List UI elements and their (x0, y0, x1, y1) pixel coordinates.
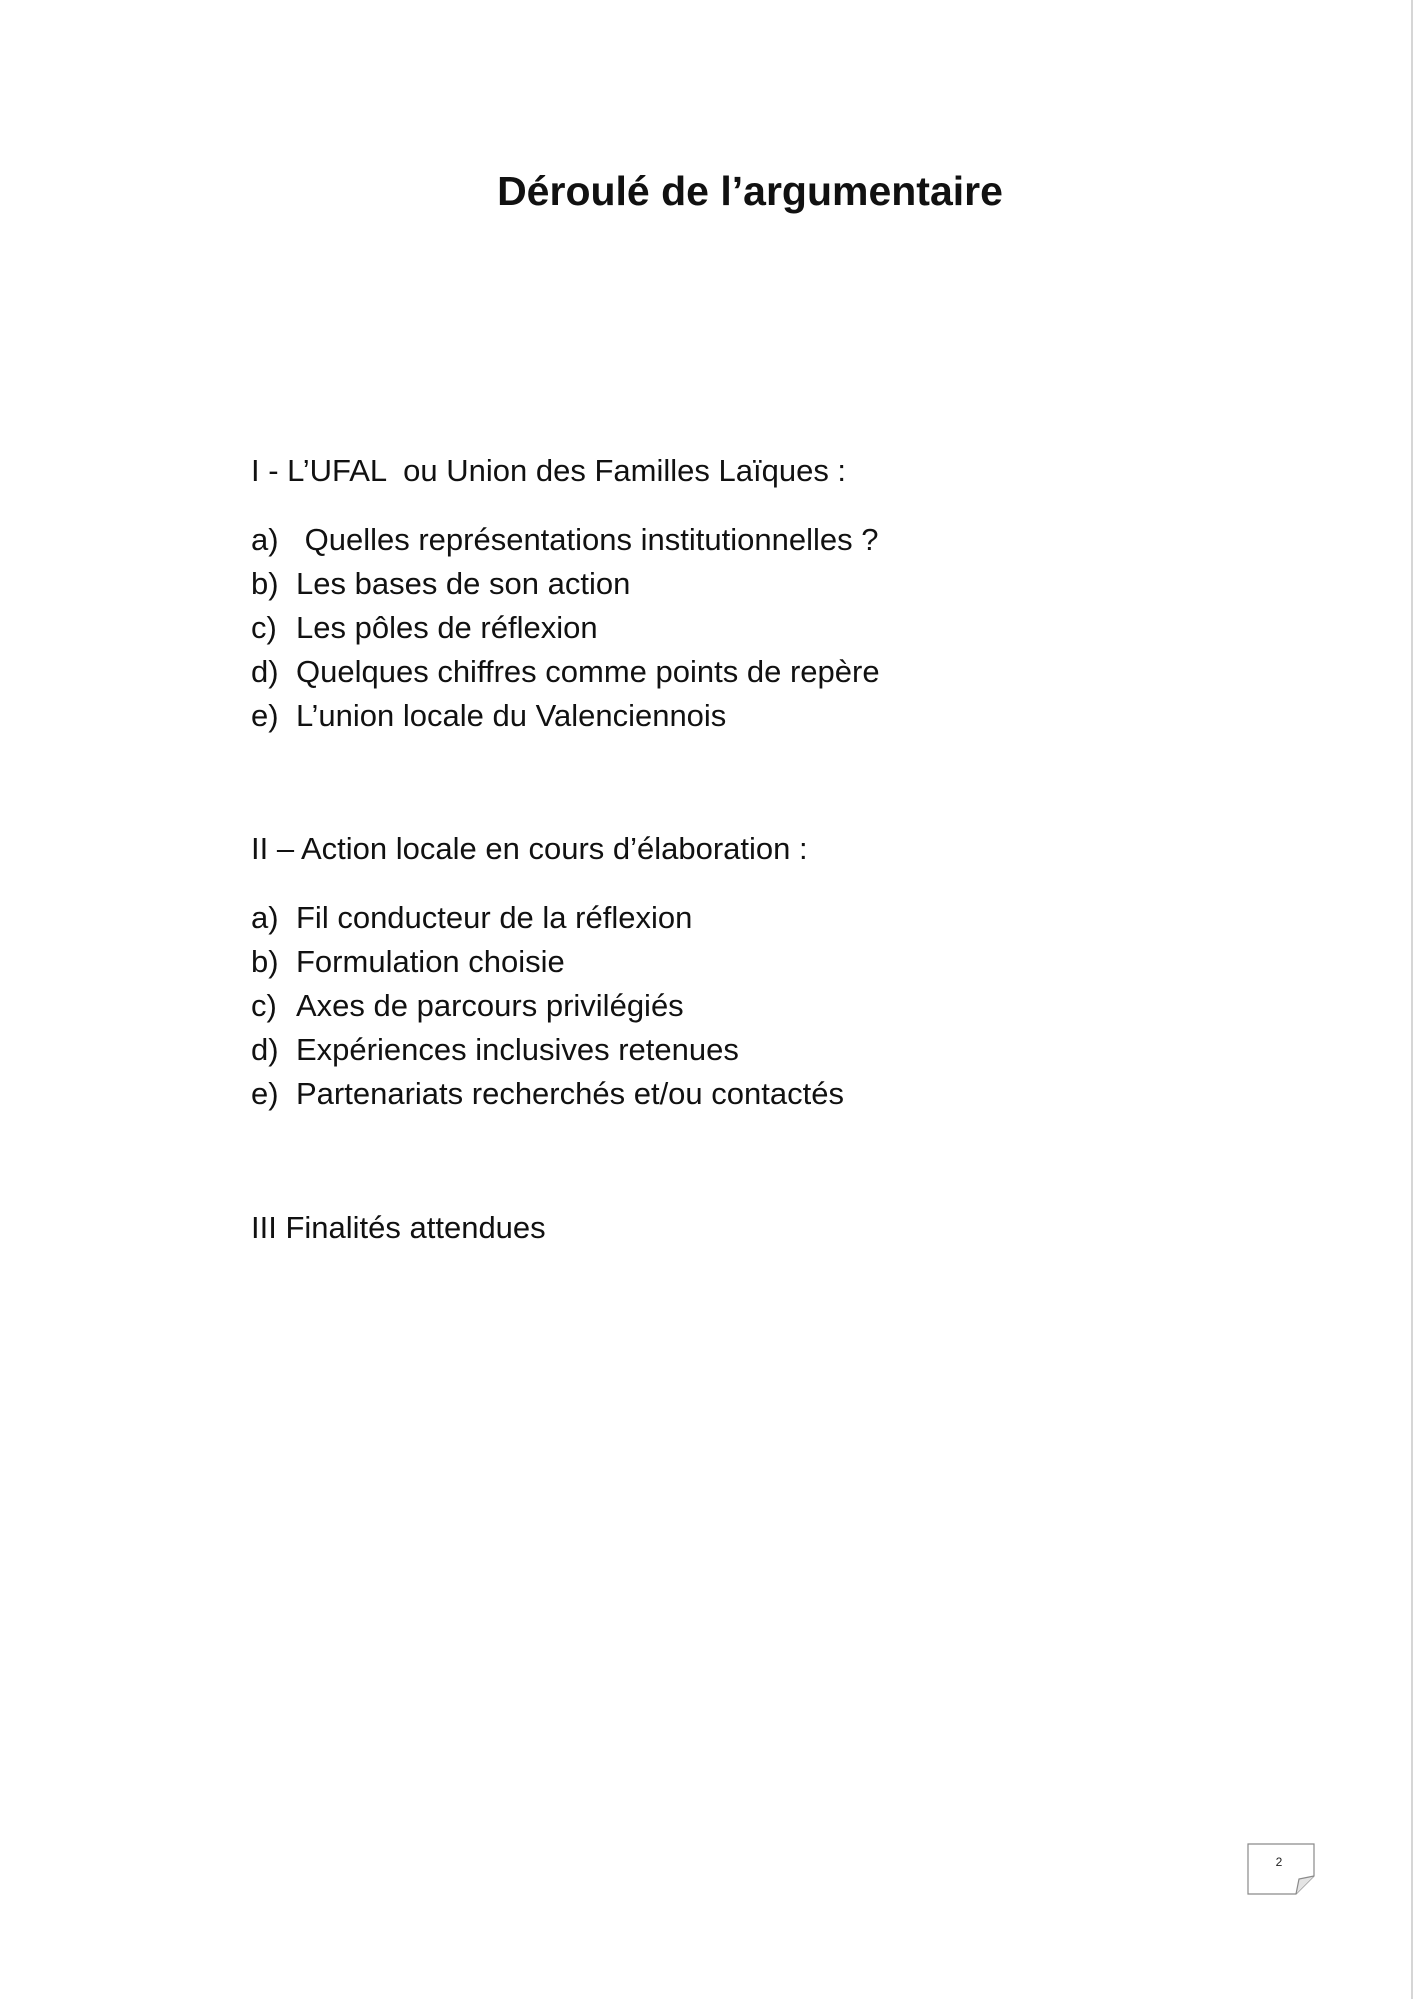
list-item-text: Les pôles de réflexion (296, 610, 598, 645)
list-item-text: Fil conducteur de la réflexion (296, 900, 693, 935)
list-item (251, 940, 844, 984)
list-marker: e) (251, 1076, 279, 1111)
list-item-text: Partenariats recherchés et/ou contactés (296, 1076, 844, 1111)
page-number: 2 (1275, 1855, 1283, 1869)
list-marker: a) (251, 900, 279, 935)
list-item (251, 518, 880, 562)
list-item-text: Expériences inclusives retenues (296, 1032, 739, 1067)
section-heading-1: I - L’UFAL ou Union des Familles Laïques : (251, 453, 847, 488)
list-item (251, 650, 880, 694)
list-item (251, 1028, 844, 1072)
list-marker: d) (251, 1032, 279, 1067)
list-marker: e) (251, 698, 279, 733)
page-number-tab (1247, 1843, 1315, 1895)
list-item-text: Axes de parcours privilégiés (296, 988, 684, 1023)
section-heading-3: III Finalités attendues (251, 1210, 546, 1245)
list-marker: d) (251, 654, 279, 689)
list-item (251, 984, 844, 1028)
list-item-text: Quelques chiffres comme points de repère (296, 654, 880, 689)
list-marker: c) (251, 988, 277, 1023)
list-item (251, 1072, 844, 1116)
list-marker: c) (251, 610, 277, 645)
list-item (251, 562, 880, 606)
list-item (251, 606, 880, 650)
folded-page-icon (1247, 1843, 1315, 1895)
document-title: Déroulé de l’argumentaire (497, 168, 1003, 214)
section-1-list (251, 518, 880, 738)
section-heading-2: II – Action locale en cours d’élaboration : (251, 831, 808, 866)
page-edge (1411, 0, 1413, 1999)
list-item-text: Quelles représentations institutionnelles ? (296, 522, 879, 557)
list-marker: b) (251, 944, 279, 979)
list-marker: a) (251, 522, 279, 557)
list-item (251, 694, 880, 738)
list-item-text: Les bases de son action (296, 566, 631, 601)
section-2-list (251, 896, 844, 1116)
list-item-text: L’union locale du Valenciennois (296, 698, 727, 733)
list-marker: b) (251, 566, 279, 601)
list-item (251, 896, 844, 940)
list-item-text: Formulation choisie (296, 944, 565, 979)
